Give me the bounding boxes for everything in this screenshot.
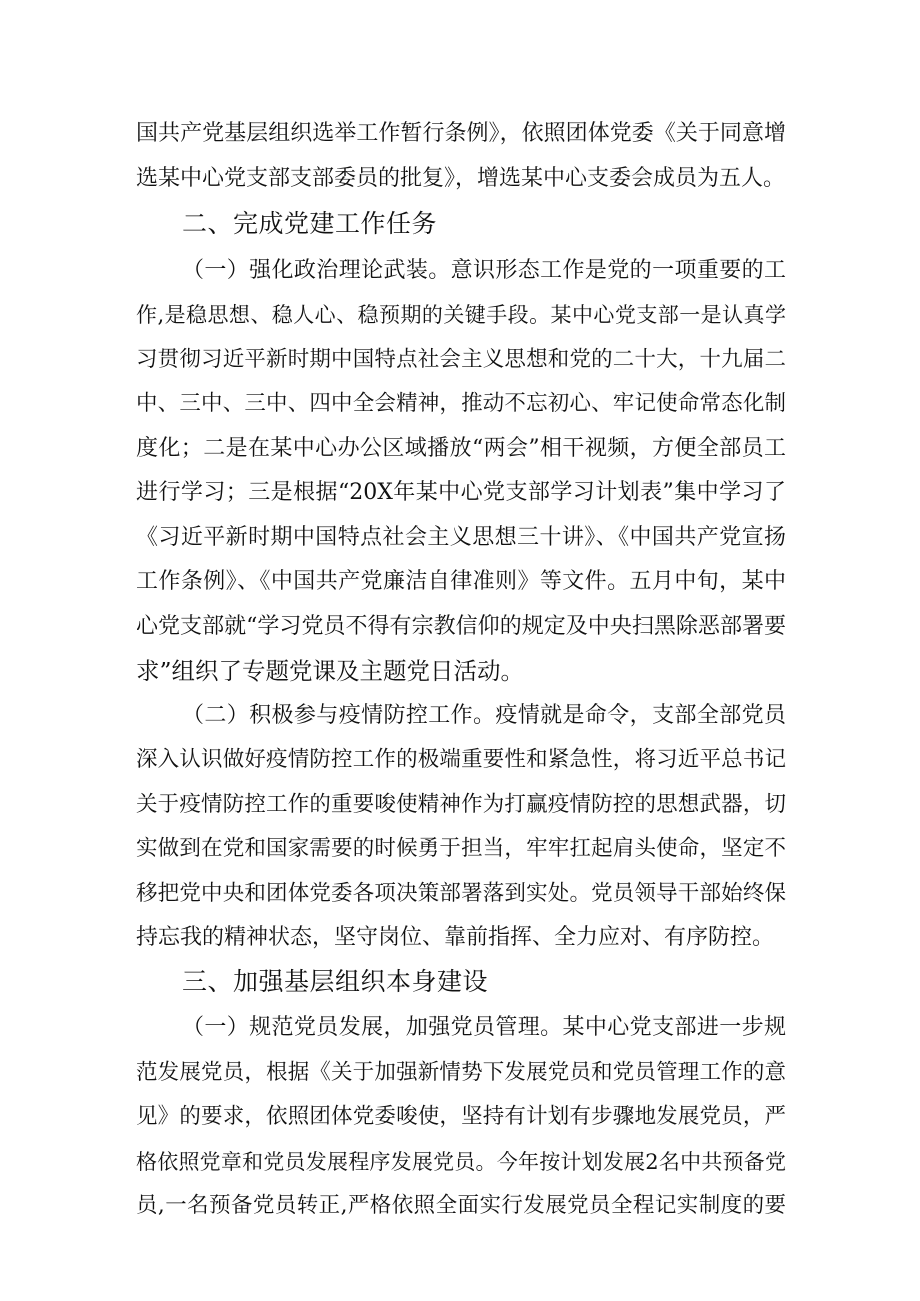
paragraph-line: 求”组织了专题党课及主题党日活动。 — [136, 657, 525, 685]
paragraph-line: （一）规范党员发展，加强党员管理。某中心党支部进一步规 — [182, 1015, 786, 1040]
paragraph-line: 移把党中央和团体党委各项决策部署落到实处。党员领导干部始终保 — [136, 881, 786, 906]
paragraph-line: 进行学习；三是根据“20X年某中心党支部学习计划表”集中学习了 — [136, 480, 786, 505]
paragraph-line: 国共产党基层组织选举工作暂行条例》，依照团体党委《关于同意增 — [136, 121, 786, 146]
section-heading: 三、加强基层组织本身建设 — [182, 967, 489, 996]
paragraph-line: 深入认识做好疫情防控工作的极端重要性和紧急性，将习近平总书记 — [136, 747, 786, 772]
paragraph-line: 作,是稳思想、稳人心、稳预期的关键手段。某中心党支部一是认真学 — [136, 303, 786, 327]
paragraph-line: 心党支部就“学习党员不得有宗教信仰的规定及中央扫黑除恶部署要 — [136, 614, 786, 639]
paragraph-line: 实做到在党和国家需要的时候勇于担当，牢牢扛起肩头使命，坚定不 — [136, 836, 786, 861]
section-heading: 二、完成党建工作任务 — [182, 209, 438, 238]
paragraph-line: 《习近平新时期中国特点社会主义思想三十讲》、《中国共产党宣扬 — [136, 525, 786, 550]
paragraph-line: （一）强化政治理论武装。意识形态工作是党的一项重要的工 — [182, 258, 786, 283]
paragraph-line: 关于疫情防控工作的重要唆使精神作为打赢疫情防控的思想武器，切 — [136, 792, 786, 817]
paragraph-line: （二）积极参与疫情防控工作。疫情就是命令，支部全部党员 — [182, 703, 786, 728]
paragraph-line: 习贯彻习近平新时期中国特点社会主义思想和党的二十大，十九届二 — [136, 347, 786, 372]
paragraph-line: 员,一名预备党员转正,严格依照全面实行发展党员全程记实制度的要 — [136, 1193, 786, 1218]
paragraph-line: 工作条例》、《中国共产党廉洁自律准则》等文件。五月中旬，某中 — [136, 569, 786, 594]
paragraph-line: 范发展党员，根据《关于加强新情势下发展党员和党员管理工作的意 — [136, 1060, 786, 1085]
paragraph-line: 格依照党章和党员发展程序发展党员。今年按计划发展2名中共预备党 — [136, 1150, 786, 1174]
paragraph-line: 见》的要求，依照团体党委唆使，坚持有计划有步骤地发展党员，严 — [136, 1104, 786, 1129]
paragraph-line: 选某中心党支部支部委员的批复》，增选某中心支委会成员为五人。 — [136, 166, 786, 191]
paragraph-line: 度化；二是在某中心办公区域播放“两会”相干视频，方便全部员工 — [136, 436, 786, 461]
paragraph-line: 中、三中、三中、四中全会精神，推动不忘初心、牢记使命常态化制 — [136, 391, 786, 416]
paragraph-line: 持忘我的精神状态，坚守岗位、靠前指挥、全力应对、有序防控。 — [136, 925, 775, 950]
